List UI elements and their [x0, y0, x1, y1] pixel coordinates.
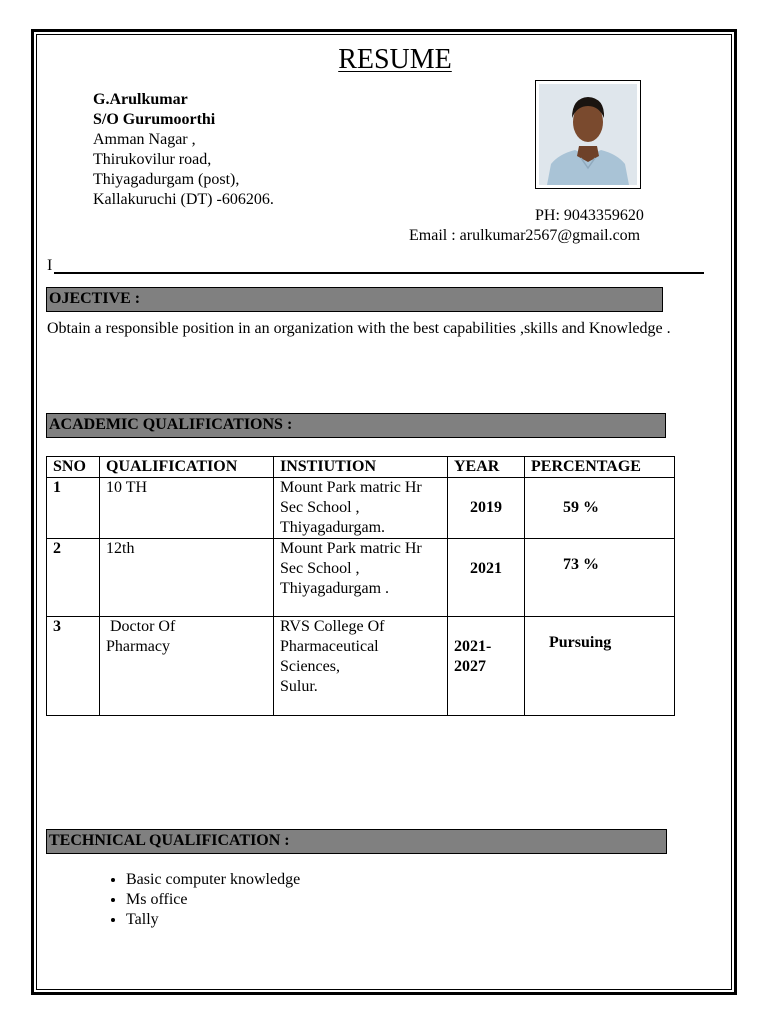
column-header-year: YEAR	[448, 457, 525, 478]
institution-line: Thiyagadurgam.	[280, 519, 386, 536]
year-line: 2027	[454, 658, 486, 675]
candidate-name: G.Arulkumar	[93, 91, 188, 108]
qualification-line: Doctor Of	[106, 618, 176, 635]
cell-institution	[274, 617, 448, 716]
cell-percentage: Pursuing	[525, 617, 675, 716]
institution-line: Pharmaceutical	[280, 638, 379, 655]
cell-sno: 1	[47, 478, 100, 539]
academic-qualifications-table	[46, 456, 675, 716]
cell-percentage: 73 %	[525, 539, 675, 617]
cell-sno: 2	[47, 539, 100, 617]
qualification-line: Pharmacy	[106, 638, 170, 655]
profile-photo-image	[539, 84, 637, 185]
objective-heading: OJECTIVE :	[46, 287, 663, 312]
table-row	[47, 617, 675, 716]
cell-year: 2021	[448, 539, 525, 617]
resume-title: RESUME	[338, 44, 452, 75]
cell-sno: 3	[47, 617, 100, 716]
cell-qualification: 10 TH	[100, 478, 274, 539]
section-divider	[54, 272, 704, 274]
column-header-qualification: QUALIFICATION	[100, 457, 274, 478]
list-item: • Tally	[126, 910, 300, 930]
table-row	[47, 478, 675, 539]
list-item: • Basic computer knowledge	[126, 870, 300, 890]
column-header-percentage: PERCENTAGE	[525, 457, 675, 478]
list-item: • Ms office	[126, 890, 300, 910]
institution-line: Sec School ,	[280, 560, 360, 577]
institution-line: Sec School ,	[280, 499, 360, 516]
objective-text: Obtain a responsible position in an organization with the best capabilities ,skills and Knowledge .	[47, 320, 671, 337]
academic-heading: ACADEMIC QUALIFICATIONS :	[46, 413, 666, 438]
cell-institution	[274, 539, 448, 617]
table-row	[47, 539, 675, 617]
cell-percentage: 59 %	[525, 478, 675, 539]
address-line: Thiyagadurgam (post),	[93, 171, 240, 188]
technical-skills-list	[80, 870, 300, 930]
address-line: Kallakuruchi (DT) -606206.	[93, 191, 274, 208]
parent-name: S/O Gurumoorthi	[93, 111, 216, 128]
phone-number: PH: 9043359620	[535, 207, 644, 224]
contact-address-block	[93, 90, 274, 210]
email-address: Email : arulkumar2567@gmail.com	[409, 227, 641, 244]
institution-line: Thiyagadurgam .	[280, 580, 390, 597]
cell-institution	[274, 478, 448, 539]
institution-line: Mount Park matric Hr	[280, 479, 422, 496]
cell-year	[448, 617, 525, 716]
column-header-sno: SNO	[47, 457, 100, 478]
profile-photo	[535, 80, 641, 189]
institution-line: RVS College Of	[280, 618, 385, 635]
cell-qualification	[100, 617, 274, 716]
technical-heading: TECHNICAL QUALIFICATION :	[46, 829, 667, 854]
address-line: Amman Nagar ,	[93, 131, 196, 148]
text-cursor-mark: I	[47, 257, 53, 274]
institution-line: Sciences,	[280, 658, 340, 675]
cell-year: 2019	[448, 478, 525, 539]
institution-line: Sulur.	[280, 678, 318, 695]
year-line: 2021-	[454, 638, 492, 655]
table-header-row	[47, 457, 675, 478]
institution-line: Mount Park matric Hr	[280, 540, 422, 557]
cell-qualification: 12th	[100, 539, 274, 617]
address-line: Thirukovilur road,	[93, 151, 212, 168]
column-header-institution: INSTIUTION	[274, 457, 448, 478]
